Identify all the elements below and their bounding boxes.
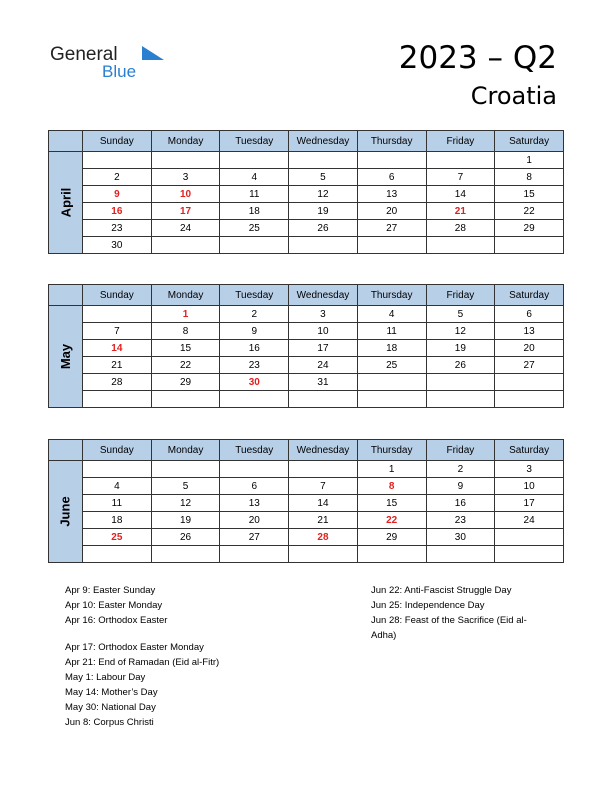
day-cell: 8 [495,169,564,186]
day-cell: 8 [151,323,220,340]
week-row [49,374,564,391]
weekday-header: Wednesday [289,131,358,152]
day-cell: 19 [289,203,358,220]
weekday-header: Friday [426,131,495,152]
day-cell: 28 [426,220,495,237]
day-cell: 23 [426,512,495,529]
day-cell: 10 [289,323,358,340]
day-cell: 7 [289,478,358,495]
day-cell: 6 [220,478,289,495]
calendar-table [48,130,564,254]
week-row [49,306,564,323]
holiday-note: May 1: Labour Day [65,672,146,683]
holiday-note: Apr 9: Easter Sunday [65,585,156,596]
weekday-header: Saturday [495,285,564,306]
day-cell: 4 [357,306,426,323]
day-cell [83,546,152,563]
weekday-header: Thursday [357,285,426,306]
weekday-header: Friday [426,285,495,306]
day-cell: 16 [426,495,495,512]
day-cell: 21 [289,512,358,529]
week-row [49,203,564,220]
holiday-note: Jun 25: Independence Day [371,600,485,611]
holiday-note: May 30: National Day [65,702,156,713]
holiday-note: Apr 16: Orthodox Easter [65,615,168,626]
day-cell: 19 [426,340,495,357]
day-cell: 24 [495,512,564,529]
day-cell: 27 [220,529,289,546]
weekday-header: Wednesday [289,285,358,306]
month-label-corner [49,285,83,306]
holiday-note: Jun 22: Anti-Fascist Struggle Day [371,585,512,596]
holiday-notes-right [371,583,527,643]
day-cell: 30 [220,374,289,391]
day-cell: 25 [220,220,289,237]
day-cell: 24 [289,357,358,374]
day-cell: 10 [495,478,564,495]
day-cell: 8 [357,478,426,495]
holiday-note [65,628,219,640]
month-name: June [58,496,73,527]
day-cell: 12 [289,186,358,203]
day-cell: 29 [151,374,220,391]
holiday-note: May 14: Mother’s Day [65,687,158,698]
day-cell: 15 [151,340,220,357]
weekday-header: Monday [151,131,220,152]
day-cell: 25 [83,529,152,546]
weekday-header-row [49,131,564,152]
day-cell: 18 [220,203,289,220]
day-cell [495,237,564,254]
day-cell: 14 [426,186,495,203]
day-cell: 9 [426,478,495,495]
day-cell [220,391,289,408]
day-cell: 28 [83,374,152,391]
logo-text-blue: Blue [102,62,137,81]
day-cell: 22 [151,357,220,374]
weekday-header: Saturday [495,131,564,152]
week-row [49,152,564,169]
day-cell [151,237,220,254]
day-cell: 1 [357,461,426,478]
week-row [49,546,564,563]
day-cell: 2 [83,169,152,186]
week-row [49,529,564,546]
day-cell: 6 [357,169,426,186]
day-cell [220,237,289,254]
logo [50,44,160,84]
day-cell: 19 [151,512,220,529]
logo-flag-icon [142,46,164,64]
day-cell [426,391,495,408]
day-cell: 1 [151,306,220,323]
week-row [49,169,564,186]
weekday-header: Sunday [83,440,152,461]
day-cell [83,391,152,408]
day-cell [83,306,152,323]
weekday-header: Friday [426,440,495,461]
weekday-header: Thursday [357,131,426,152]
day-cell: 12 [151,495,220,512]
day-cell [289,546,358,563]
day-cell [151,391,220,408]
logo-text-general: General [50,44,118,65]
holiday-note: Apr 17: Orthodox Easter Monday [65,642,204,653]
holiday-note: Apr 21: End of Ramadan (Eid al-Fitr) [65,657,220,668]
day-cell [426,374,495,391]
period-title: 2023 – Q2 [398,40,557,76]
holiday-note: Jun 8: Corpus Christi [65,717,154,728]
day-cell: 17 [151,203,220,220]
holiday-note: Jun 28: Feast of the Sacrifice (Eid al- [371,615,527,626]
weekday-header-row [49,285,564,306]
day-cell: 24 [151,220,220,237]
day-cell: 6 [495,306,564,323]
day-cell: 23 [220,357,289,374]
day-cell: 7 [426,169,495,186]
week-row [49,461,564,478]
day-cell: 23 [83,220,152,237]
day-cell [151,152,220,169]
day-cell [151,546,220,563]
day-cell [151,461,220,478]
day-cell: 11 [220,186,289,203]
day-cell: 5 [426,306,495,323]
day-cell: 13 [220,495,289,512]
month-label [49,306,83,408]
day-cell: 13 [495,323,564,340]
day-cell: 4 [220,169,289,186]
day-cell [220,546,289,563]
month-name: May [57,343,73,370]
day-cell: 21 [426,203,495,220]
day-cell: 30 [83,237,152,254]
day-cell: 5 [289,169,358,186]
day-cell: 20 [495,340,564,357]
day-cell [495,374,564,391]
day-cell: 15 [495,186,564,203]
day-cell: 15 [357,495,426,512]
weekday-header: Thursday [357,440,426,461]
day-cell: 18 [357,340,426,357]
calendar-table [48,284,564,408]
day-cell: 14 [83,340,152,357]
day-cell [426,237,495,254]
weekday-header: Sunday [83,285,152,306]
week-row [49,186,564,203]
day-cell [357,374,426,391]
day-cell: 18 [83,512,152,529]
month-name: April [58,187,73,218]
day-cell [495,546,564,563]
day-cell: 27 [357,220,426,237]
day-cell: 20 [357,203,426,220]
holiday-note: Adha) [371,630,397,641]
day-cell: 9 [220,323,289,340]
month-calendar-june [48,439,564,563]
week-row [49,237,564,254]
day-cell [220,152,289,169]
day-cell: 29 [495,220,564,237]
day-cell [495,391,564,408]
weekday-header-row [49,440,564,461]
weekday-header: Tuesday [220,440,289,461]
weekday-header: Monday [151,440,220,461]
weekday-header: Monday [151,285,220,306]
day-cell [83,152,152,169]
day-cell: 30 [426,529,495,546]
day-cell: 22 [357,512,426,529]
day-cell: 25 [357,357,426,374]
country-title: Croatia [470,82,557,110]
day-cell: 27 [495,357,564,374]
day-cell: 3 [289,306,358,323]
month-label [49,461,83,563]
week-row [49,323,564,340]
day-cell [289,152,358,169]
day-cell: 5 [151,478,220,495]
week-row [49,391,564,408]
week-row [49,340,564,357]
day-cell: 16 [83,203,152,220]
month-label-corner [49,440,83,461]
day-cell: 11 [357,323,426,340]
calendar-table [48,439,564,563]
day-cell [289,461,358,478]
week-row [49,357,564,374]
week-row [49,495,564,512]
day-cell: 26 [426,357,495,374]
day-cell: 2 [220,306,289,323]
day-cell: 16 [220,340,289,357]
week-row [49,512,564,529]
day-cell: 12 [426,323,495,340]
day-cell [495,529,564,546]
day-cell [357,391,426,408]
day-cell: 9 [83,186,152,203]
day-cell [426,152,495,169]
month-label-corner [49,131,83,152]
day-cell: 1 [495,152,564,169]
day-cell: 13 [357,186,426,203]
weekday-header: Sunday [83,131,152,152]
day-cell: 29 [357,529,426,546]
day-cell [357,152,426,169]
day-cell [220,461,289,478]
day-cell [289,237,358,254]
day-cell: 7 [83,323,152,340]
day-cell: 11 [83,495,152,512]
day-cell: 21 [83,357,152,374]
week-row [49,220,564,237]
weekday-header: Saturday [495,440,564,461]
day-cell: 28 [289,529,358,546]
day-cell [289,391,358,408]
day-cell: 17 [495,495,564,512]
day-cell: 2 [426,461,495,478]
day-cell: 22 [495,203,564,220]
day-cell: 20 [220,512,289,529]
holiday-note: Apr 10: Easter Monday [65,600,163,611]
day-cell: 10 [151,186,220,203]
day-cell: 26 [151,529,220,546]
day-cell: 14 [289,495,358,512]
day-cell: 3 [151,169,220,186]
day-cell: 31 [289,374,358,391]
weekday-header: Wednesday [289,440,358,461]
day-cell: 3 [495,461,564,478]
holiday-notes-left [65,583,219,730]
month-label [49,152,83,254]
day-cell [426,546,495,563]
day-cell: 26 [289,220,358,237]
weekday-header: Tuesday [220,131,289,152]
week-row [49,478,564,495]
day-cell: 17 [289,340,358,357]
day-cell [357,237,426,254]
day-cell [357,546,426,563]
day-cell: 4 [83,478,152,495]
day-cell [83,461,152,478]
weekday-header: Tuesday [220,285,289,306]
month-calendar-may [48,284,564,408]
month-calendar-april [48,130,564,254]
